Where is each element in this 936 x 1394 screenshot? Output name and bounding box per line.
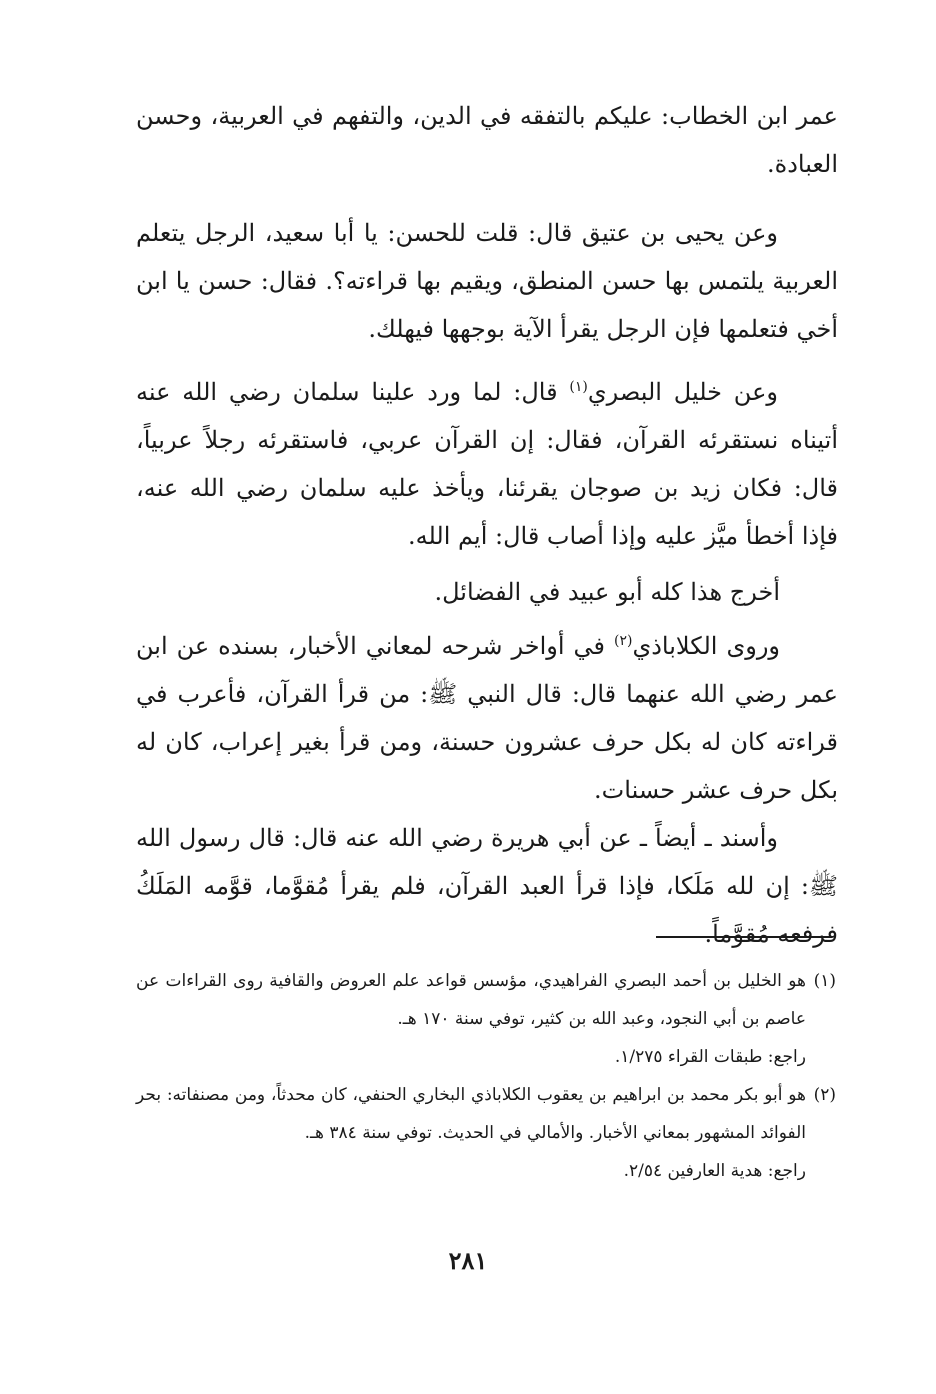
footnote-2-number: (٢) bbox=[813, 1085, 836, 1105]
paragraph-4: أخرج هذا كله أبو عبيد في الفضائل. bbox=[434, 578, 780, 606]
footnote-marker-1: (١) bbox=[569, 379, 588, 395]
paragraph-5-rest: في أواخر شرحه لمعاني الأخبار، بسنده عن ابن عمر رضي الله عنهما قال: قال النبي ﷺ: من قرأ القرآن، فأعرب في قراءته كان له بكل حرف عشرون حسنة، ومن قرأ بغير إعراب، كان له بكل حرف عشر حسنات. bbox=[136, 632, 838, 804]
paragraph-1: عمر ابن الخطاب: عليكم بالتفقه في الدين، والتفهم في العربية، وحسن العبادة. bbox=[136, 102, 838, 178]
paragraph-5 bbox=[136, 622, 838, 814]
footnote-1-text: هو الخليل بن أحمد البصري الفراهيدي، مؤسس قواعد علم العروض والقافية روى القراءات عن عاصم بن أبي النجود، وعبد الله بن كثير، توفي سنة ١٧٠ هـ. bbox=[136, 971, 806, 1029]
paragraph-3-rest: قال: لما ورد علينا سلمان رضي الله عنه أتيناه نستقرئه القرآن، فقال: إن القرآن عربي، فاستقرئه رجلاً عربياً، قال: فكان زيد بن صوجان يقرئنا، ويأخذ عليه سلمان رضي الله عنه، فإذا أخطأ ميَّز عليه وإذا أصاب قال: أيم الله. bbox=[136, 378, 838, 550]
footnote-1-body bbox=[136, 962, 806, 1076]
footnotes bbox=[136, 962, 836, 1190]
footnote-2-reference: راجع: هدية العارفين ٢/٥٤. bbox=[623, 1161, 806, 1181]
footnote-2-body bbox=[136, 1076, 806, 1190]
footnote-2-text: هو أبو بكر محمد بن ابراهيم بن يعقوب الكلاباذي البخاري الحنفي، كان محدثاً، ومن مصنفاته: بحر الفوائد المشهور بمعاني الأخبار. والأمالي في الحديث. توفي سنة ٣٨٤ هـ. bbox=[136, 1085, 806, 1143]
page-number: ٢٨١ bbox=[448, 1246, 488, 1275]
footnote-1-number: (١) bbox=[813, 971, 836, 991]
footnote-separator bbox=[656, 936, 832, 938]
paragraph-2: وعن يحيى بن عتيق قال: قلت للحسن: يا أبا سعيد، الرجل يتعلم العربية يلتمس بها حسن المنطق، ويقيم بها قراءته؟. فقال: حسن يا ابن أخي فتعلمها فإن الرجل يقرأ الآية بوجهها فيهلك. bbox=[136, 219, 838, 343]
paragraph-6: وأسند ـ أيضاً ـ عن أبي هريرة رضي الله عنه قال: قال رسول الله ﷺ: إن لله مَلَكا، فإذا قرأ العبد القرآن، فلم يقرأ مُقوَّما، قوَّمه المَلَكُ فرفعه مُقوَّماً. bbox=[136, 824, 838, 948]
footnote-marker-2: (٢) bbox=[613, 633, 633, 649]
footnote-1-reference: راجع: طبقات القراء ١/٢٧٥. bbox=[614, 1047, 806, 1067]
paragraph-3 bbox=[136, 368, 838, 560]
paragraph-5-start: وروى الكلاباذي bbox=[632, 632, 780, 660]
footnote-1 bbox=[136, 962, 836, 1076]
footnote-2 bbox=[136, 1076, 836, 1190]
paragraph-3-start: وعن خليل البصري bbox=[587, 378, 778, 406]
main-text bbox=[136, 92, 838, 958]
